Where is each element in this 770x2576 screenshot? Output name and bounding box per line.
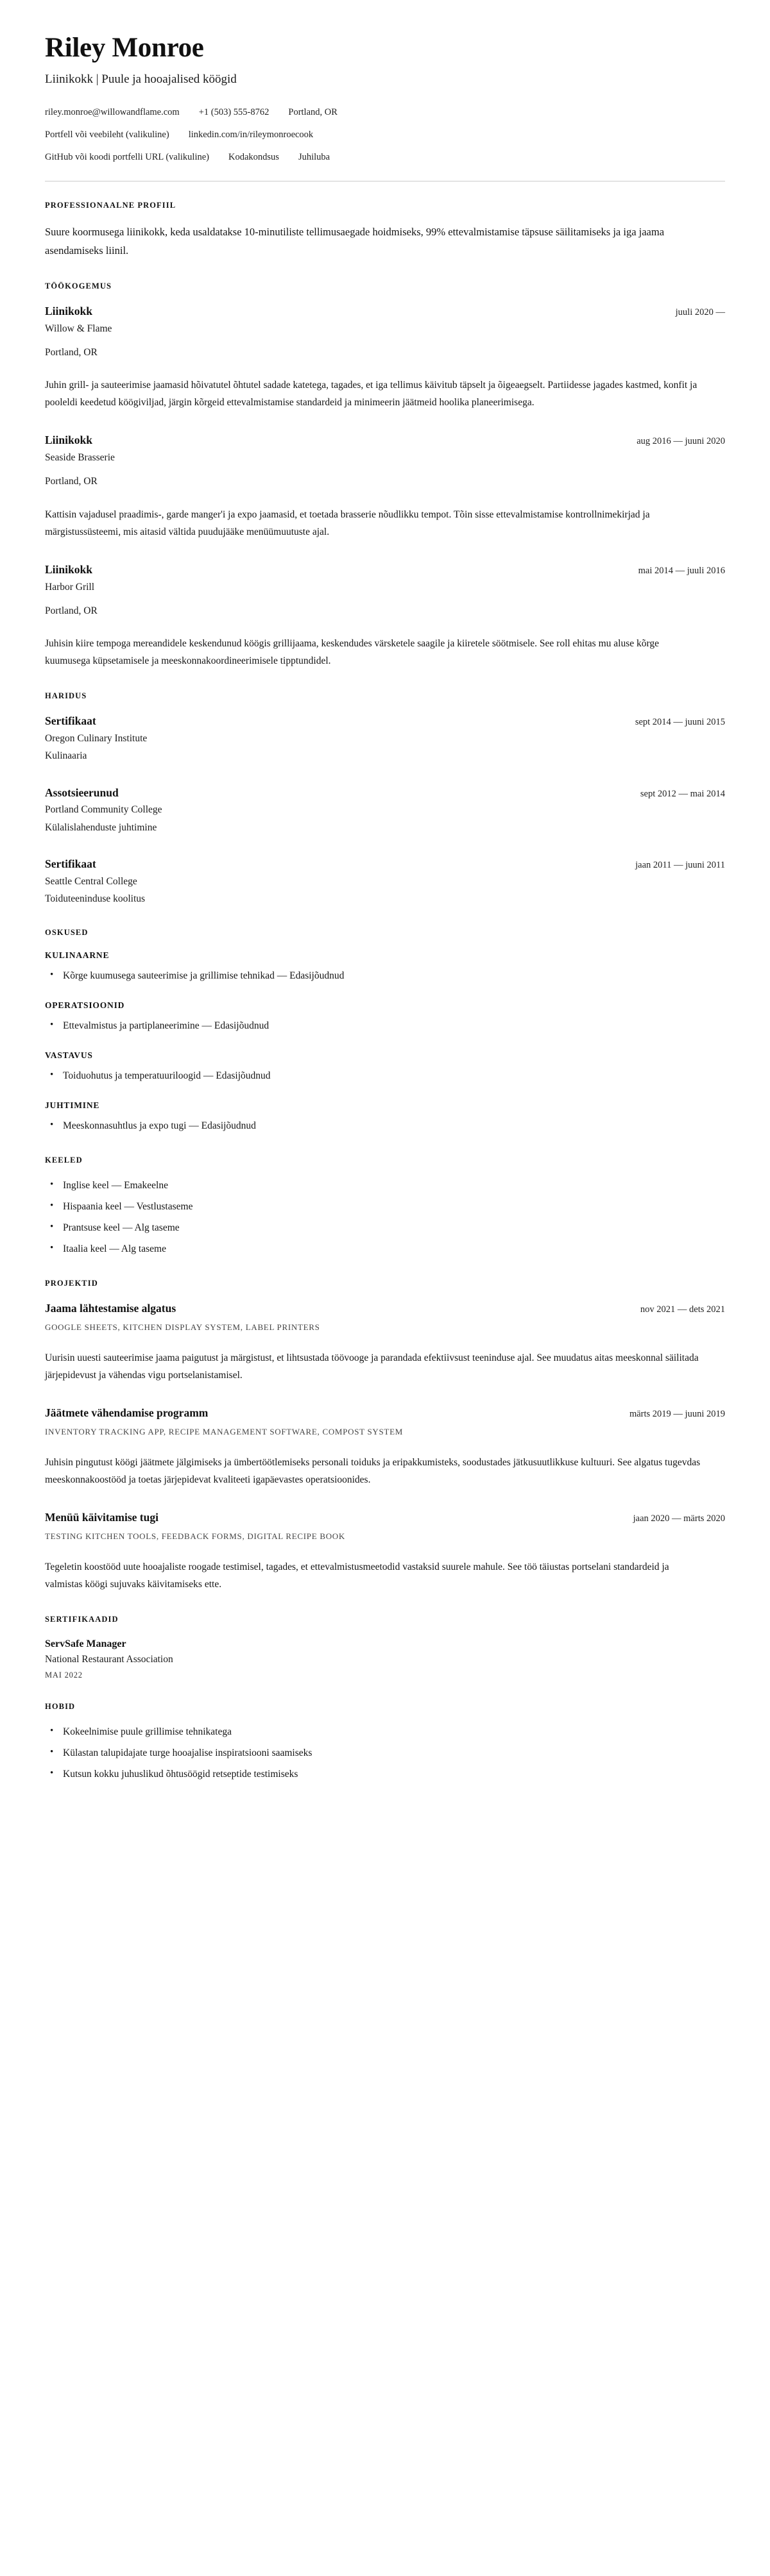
languages-list (45, 1178, 725, 1257)
section-languages (45, 1156, 725, 1257)
candidate-name: Riley Monroe (45, 33, 204, 63)
education-field: Külalislahenduste juhtimine (45, 821, 157, 833)
section-title-projects: PROJEKTID (45, 1279, 98, 1288)
section-title-hobbies: HOBID (45, 1701, 76, 1711)
job-dates: mai 2014 — juuli 2016 (638, 565, 725, 576)
project-tech: GOOGLE SHEETS, KITCHEN DISPLAY SYSTEM, LABEL PRINTERS (45, 1322, 320, 1333)
section-hobbies (45, 1702, 725, 1782)
contact-item: Juhiluba (298, 152, 330, 163)
skill-item: • Toiduohutus ja temperatuuriloogid — Edasijõudnud (45, 1068, 725, 1084)
hobby-item: • Külastan talupidajate turge hooajalise inspiratsiooni saamiseks (45, 1746, 725, 1761)
project-entry (45, 1406, 725, 1488)
job-title: Liinikokk (45, 562, 92, 576)
education-dates: sept 2012 — mai 2014 (640, 788, 725, 799)
job-location: Portland, OR (45, 605, 98, 616)
job-company: Seaside Brasserie (45, 452, 115, 464)
contact-item: Kodakondsus (228, 152, 279, 163)
project-description: Uurisin uuesti sauteerimise jaama paigutust ja märgistust, et lihtsustada töövooge ja parandada efektiivsust teeninduse ajal. See muudatus aitas meeskonnal säilitada järjepidevust ja vähendas vigu portselanistamisel. (45, 1352, 699, 1381)
section-title-experience: TÖÖKOGEMUS (45, 281, 112, 290)
profile-text: Suure koormusega liinikokk, keda usaldatakse 10-minutiliste tellimusaegade hoidmiseks, 99% ettevalmistamise täpsuse säilitamiseks ja iga jaama asendamiseks liinil. (45, 226, 665, 257)
job-dates: juuli 2020 — (675, 307, 725, 317)
section-certifications (45, 1615, 725, 1680)
entry-header (45, 433, 725, 448)
language-item: • Inglise keel — Emakeelne (45, 1178, 725, 1193)
certification-issuer: National Restaurant Association (45, 1653, 173, 1665)
section-title-profile: PROFESSIONAALNE PROFIIL (45, 201, 176, 210)
contact-item: Portland, OR (288, 107, 338, 118)
certifications-list (45, 1637, 725, 1680)
project-name: Menüü käivitamise tugi (45, 1511, 158, 1524)
project-description: Juhisin pingutust köögi jäätmete jälgimiseks ja ümbertöötlemiseks personali toiduks ja eripakkumisteks, soodustades jätkusuutlikkuse kultuuri. See algatus tugevdas meeskonnakoostööd ja toetas järjepidevat kvaliteeti igapäevastes operatsioonides. (45, 1457, 701, 1486)
section-title-skills: OSKUSED (45, 928, 89, 938)
skill-group-title: KULINAARNE (45, 950, 110, 961)
section-professional-profile (45, 201, 725, 260)
section-title-languages: KEELED (45, 1156, 83, 1165)
education-school: Oregon Culinary Institute (45, 733, 148, 745)
contact-link[interactable]: riley.monroe@willowandflame.com (45, 107, 180, 118)
contact-info (45, 106, 725, 164)
project-entry (45, 1301, 725, 1384)
education-entry (45, 857, 725, 906)
skill-items (45, 968, 725, 984)
project-name: Jaama lähtestamise algatus (45, 1302, 176, 1315)
certification-entry (45, 1637, 725, 1680)
skill-group (45, 1100, 725, 1134)
certification-name: ServSafe Manager (45, 1638, 126, 1650)
project-tech: INVENTORY TRACKING APP, RECIPE MANAGEMENT SOFTWARE, COMPOST SYSTEM (45, 1427, 403, 1437)
skill-group-title: OPERATSIOONID (45, 1000, 125, 1011)
projects-list (45, 1301, 725, 1593)
language-item: • Hispaania keel — Vestlustaseme (45, 1199, 725, 1215)
education-degree: Assotsieerunud (45, 786, 119, 799)
skill-group (45, 1000, 725, 1034)
entry-header (45, 1510, 725, 1525)
education-dates: jaan 2011 — juuni 2011 (635, 859, 725, 870)
section-title-certifications: SERTIFIKAADID (45, 1615, 119, 1624)
section-education (45, 691, 725, 906)
job-dates: aug 2016 — juuni 2020 (637, 436, 725, 447)
hobbies-list (45, 1724, 725, 1782)
entry-header (45, 1406, 725, 1420)
section-projects (45, 1279, 725, 1593)
skill-items (45, 1068, 725, 1084)
education-school: Seattle Central College (45, 875, 137, 887)
skill-group (45, 950, 725, 984)
section-skills (45, 928, 725, 1134)
experience-entry (45, 304, 725, 412)
entry-header (45, 786, 725, 800)
skill-group-title: VASTAVUS (45, 1050, 93, 1061)
resume-header (45, 33, 725, 164)
project-entry (45, 1510, 725, 1593)
education-entry (45, 714, 725, 763)
hobby-item: • Kutsun kokku juhuslikud õhtusöögid retseptide testimiseks (45, 1767, 725, 1782)
project-dates: märts 2019 — juuni 2019 (629, 1409, 725, 1420)
hobby-item: • Kokeelnimise puule grillimise tehnikatega (45, 1724, 725, 1740)
entry-header (45, 562, 725, 577)
skill-group-title: JUHTIMINE (45, 1100, 100, 1111)
job-description: Juhin grill- ja sauteerimise jaamasid hõivatutel õhtutel sadade katetega, tagades, et iga tellimus käivitub täpselt ja õigeaegselt. Partiidesse jagades kastmed, konfit ja pooleldi keedetud köögiviljad, järgin kõrgeid ettevalmistamise standardeid ja minimeerin jäätmeid hoolika planeerimisega. (45, 380, 697, 408)
contact-item: +1 (503) 555-8762 (198, 107, 270, 118)
job-location: Portland, OR (45, 476, 98, 487)
job-description: Kattisin vajadusel praadimis-, garde manger'i ja expo jaamasid, et toetada brasserie nõudlikku tempot. Tõin sisse ettevalmistamise kontrollnimekirjad ja märgistussüsteemi, mis aitasid vältida puudujääke menüümuutuste ajal. (45, 509, 650, 537)
entry-header (45, 714, 725, 728)
education-field: Toiduteeninduse koolitus (45, 893, 146, 904)
candidate-headline: Liinikokk | Puule ja hooajalised köögid (45, 72, 237, 87)
contact-item: Portfell või veebileht (valikuline) (45, 130, 169, 140)
job-title: Liinikokk (45, 304, 92, 317)
skill-item: • Kõrge kuumusega sauteerimise ja grillimise tehnikad — Edasijõudnud (45, 968, 725, 984)
education-degree: Sertifikaat (45, 714, 96, 728)
project-description: Tegeletin koostööd uute hooajaliste roogade testimisel, tagades, et ettevalmistusmeetodid vastaksid suurele mahule. See töö täiustas portselani standardeid ja valmistas köögi sujuvaks käivitamiseks ette. (45, 1562, 669, 1590)
contact-row (45, 106, 725, 119)
project-tech: TESTING KITCHEN TOOLS, FEEDBACK FORMS, DIGITAL RECIPE BOOK (45, 1531, 345, 1542)
language-item: • Prantsuse keel — Alg taseme (45, 1220, 725, 1236)
education-field: Kulinaaria (45, 750, 87, 762)
entry-header (45, 304, 725, 319)
job-description: Juhisin kiire tempoga mereandidele keskendunud köögis grillijaama, keskendudes värsketele saagile ja kiiretele söötmisele. See roll ehitas mu aluse kõrge kuumusega küpsetamisele ja meeskonnakoordineerimisele tipptundidel. (45, 638, 659, 667)
skill-group (45, 1050, 725, 1084)
skill-item: • Meeskonnasuhtlus ja expo tugi — Edasijõudnud (45, 1118, 725, 1134)
skills-list (45, 950, 725, 1134)
contact-link[interactable]: linkedin.com/in/rileymonroecook (188, 130, 314, 140)
experience-entry (45, 562, 725, 670)
education-degree: Sertifikaat (45, 857, 96, 870)
job-location: Portland, OR (45, 346, 98, 358)
education-school: Portland Community College (45, 804, 162, 816)
experience-entry (45, 433, 725, 541)
certification-date: MAI 2022 (45, 1670, 83, 1679)
language-item: • Itaalia keel — Alg taseme (45, 1242, 725, 1257)
skill-items (45, 1018, 725, 1034)
job-company: Harbor Grill (45, 581, 95, 593)
project-dates: nov 2021 — dets 2021 (640, 1304, 725, 1315)
job-title: Liinikokk (45, 434, 92, 447)
education-dates: sept 2014 — juuni 2015 (635, 717, 725, 728)
contact-row (45, 128, 725, 142)
section-title-education: HARIDUS (45, 691, 87, 701)
skill-item: • Ettevalmistus ja partiplaneerimine — Edasijõudnud (45, 1018, 725, 1034)
education-list (45, 714, 725, 906)
project-dates: jaan 2020 — märts 2020 (633, 1513, 725, 1524)
contact-row (45, 151, 725, 164)
section-experience (45, 282, 725, 670)
entry-header (45, 857, 725, 871)
entry-header (45, 1301, 725, 1316)
project-name: Jäätmete vähendamise programm (45, 1406, 209, 1420)
experience-list (45, 304, 725, 670)
education-entry (45, 786, 725, 835)
skill-items (45, 1118, 725, 1134)
contact-item: GitHub või koodi portfelli URL (valikuline) (45, 152, 209, 163)
job-company: Willow & Flame (45, 323, 112, 334)
